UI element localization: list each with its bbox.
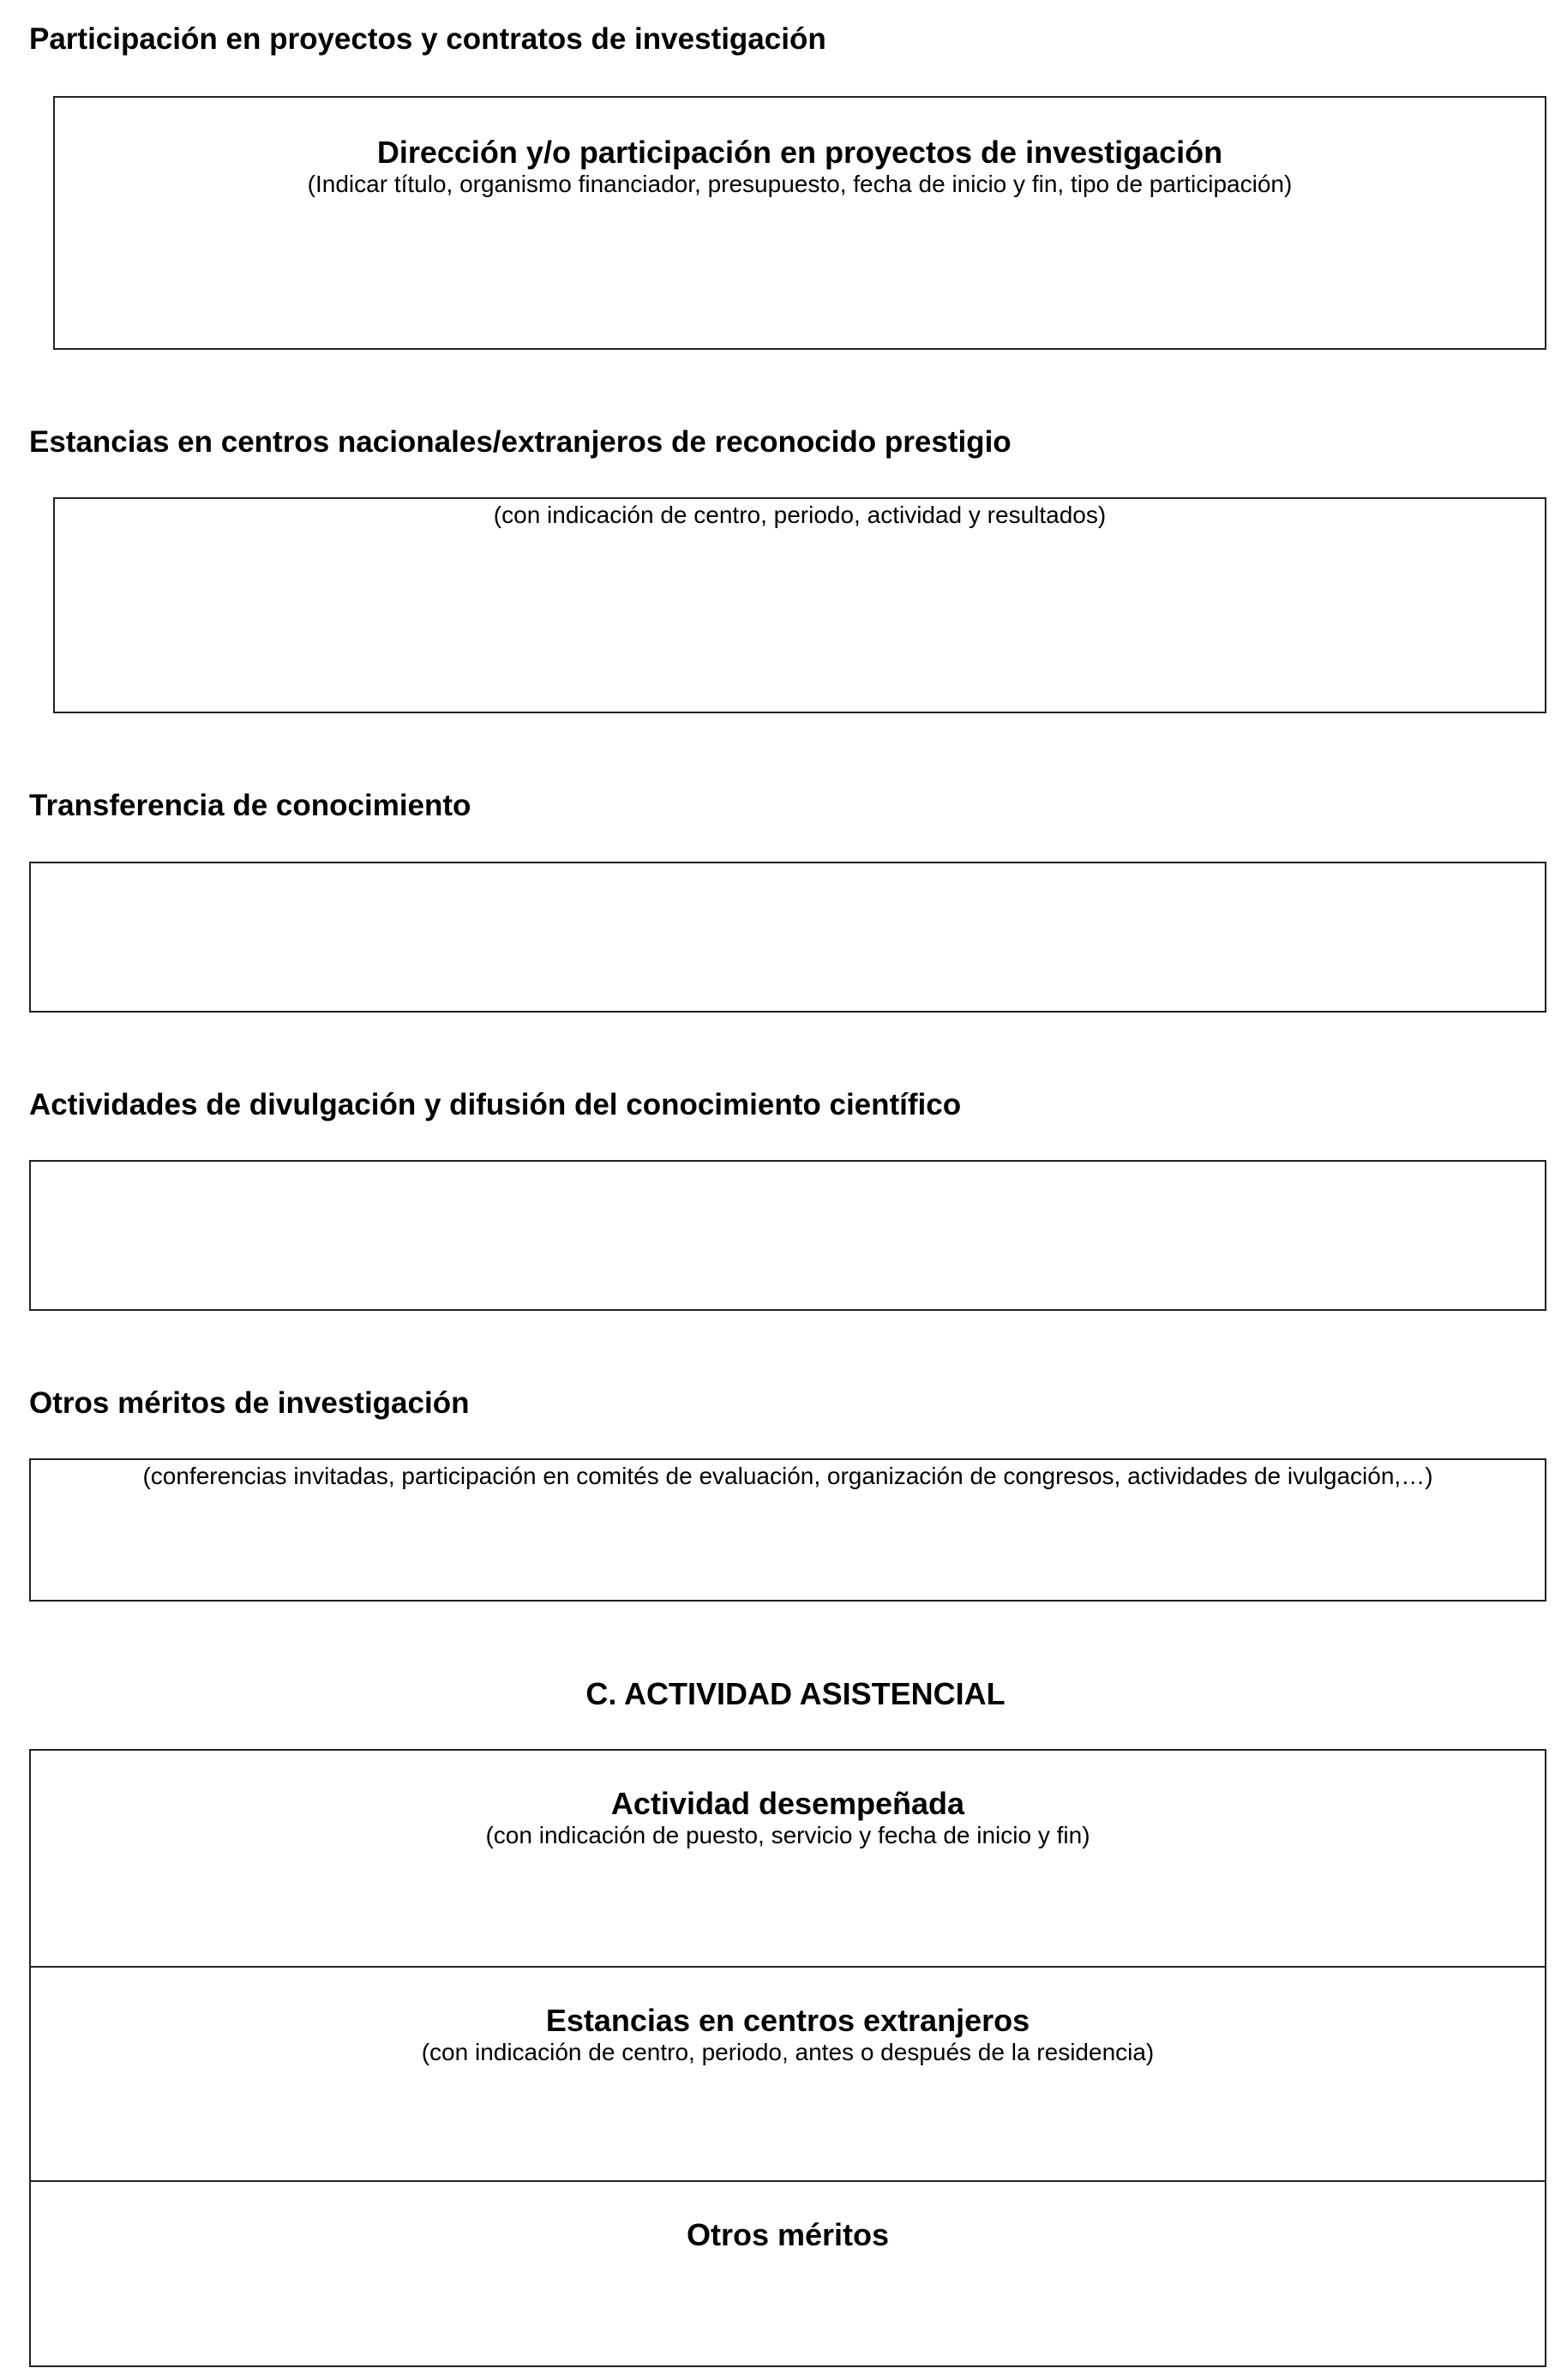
row-title: Actividad desempeñada <box>610 1786 965 1821</box>
heading-estancias-centros: Estancias en centros nacionales/extranjeros de reconocido prestigio <box>29 425 1012 459</box>
field-transferencia[interactable] <box>29 862 1546 1013</box>
field-otros-meritos[interactable] <box>31 2180 1545 2365</box>
box-subtitle: (con indicación de centro, periodo, actividad y resultados) <box>493 502 1107 528</box>
row-subtitle: (con indicación de centro, periodo, antes o después de la residencia) <box>421 2039 1155 2065</box>
field-otros-meritos-investigacion[interactable] <box>29 1458 1546 1602</box>
field-estancias-centros[interactable] <box>53 497 1546 713</box>
table-actividad-asistencial <box>29 1749 1546 2367</box>
heading-transferencia: Transferencia de conocimiento <box>29 789 471 822</box>
heading-actividad-asistencial: C. ACTIVIDAD ASISTENCIAL <box>585 1676 1006 1711</box>
row-subtitle: (con indicación de puesto, servicio y fecha de inicio y fin) <box>485 1822 1090 1848</box>
heading-divulgacion: Actividades de divulgación y difusión del conocimiento científico <box>29 1088 962 1121</box>
row-title: Estancias en centros extranjeros <box>545 2003 1030 2038</box>
field-estancias-extranjeros[interactable] <box>31 1966 1545 2180</box>
row-title: Otros méritos <box>686 2217 890 2252</box>
box-subtitle: (Indicar título, organismo financiador, presupuesto, fecha de inicio y fin, tipo de participación) <box>307 171 1293 197</box>
field-divulgacion[interactable] <box>29 1160 1546 1311</box>
field-actividad-desempenada[interactable] <box>31 1751 1545 1966</box>
field-direccion-proyectos[interactable] <box>53 96 1546 350</box>
box-title: Dirección y/o participación en proyectos de investigación <box>376 135 1223 170</box>
box-subtitle: (conferencias invitadas, participación en comités de evaluación, organización de congresos, actividades de ivulgación,…) <box>142 1463 1433 1489</box>
heading-participacion-proyectos: Participación en proyectos y contratos de investigación <box>29 22 826 56</box>
heading-otros-meritos-investigacion: Otros méritos de investigación <box>29 1386 470 1420</box>
